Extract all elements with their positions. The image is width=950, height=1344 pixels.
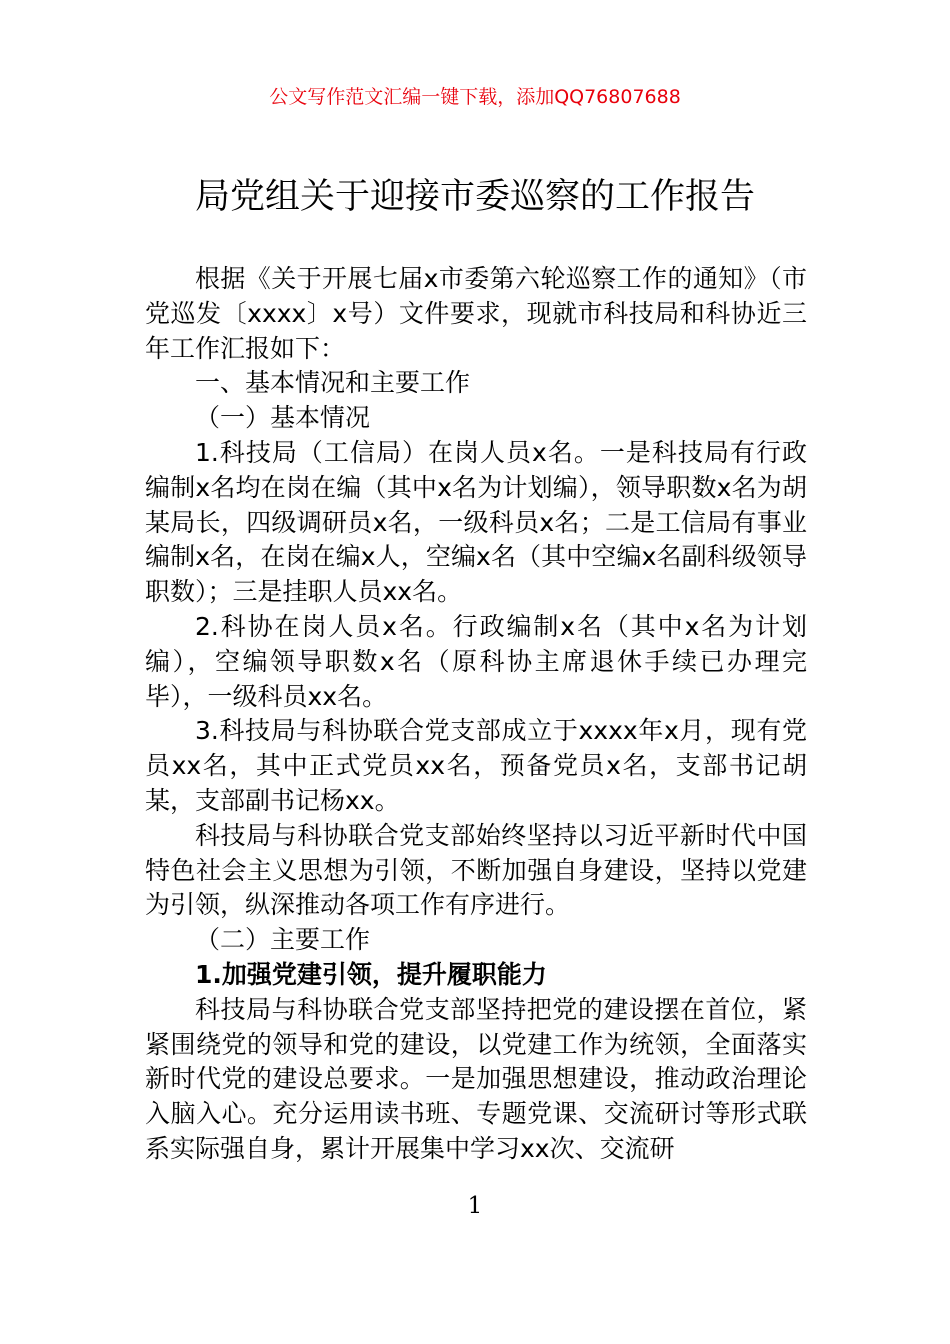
paragraph-item-3: 3.科技局与科协联合党支部成立于xxxx年x月，现有党员xx名，其中正式党员xx名，预备党员x名，支部书记胡某，支部副书记杨xx。 <box>145 716 807 815</box>
subsection-heading-main-work: （二）主要工作 <box>195 925 371 955</box>
document-body <box>145 262 807 1167</box>
paragraph-intro: 根据《关于开展七届x市委第六轮巡察工作的通知》（市党巡发〔xxxx〕x号）文件要求，现就市科技局和科协近三年工作汇报如下： <box>145 264 807 363</box>
subsection-heading-basic: （一）基本情况 <box>195 403 371 433</box>
paragraph-party-building: 科技局与科协联合党支部坚持把党的建设摆在首位，紧紧围绕党的领导和党的建设，以党建工作为统领，全面落实新时代党的建设总要求。一是加强思想建设，推动政治理论入脑入心。充分运用读书班、专题党课、交流研讨等形式联系实际强自身，累计开展集中学习xx次、交流研 <box>145 994 807 1163</box>
paragraph-summary: 科技局与科协联合党支部始终坚持以习近平新时代中国特色社会主义思想为引领，不断加强自身建设，坚持以党建为引领，纵深推动各项工作有序进行。 <box>145 820 807 920</box>
document-title: 局党组关于迎接市委巡察的工作报告 <box>194 177 755 217</box>
section-heading-1: 一、基本情况和主要工作 <box>195 368 471 398</box>
paragraph-item-1: 1.科技局（工信局）在岗人员x名。一是科技局有行政编制x名均在岗在编（其中x名为计划编），领导职数x名为胡某局长，四级调研员x名，一级科员x名；二是工信局有事业编制x名，在岗在编x人，空编x名（其中空编x名副科级领导职数）；三是挂职人员xx名。 <box>145 437 807 607</box>
paragraph-item-2: 2.科协在岗人员x名。行政编制x名（其中x名为计划编），空编领导职数x名（原科协主席退休手续已办理完毕），一级科员xx名。 <box>145 611 807 711</box>
page-number: 1 <box>467 1193 483 1219</box>
bold-heading-party-building: 1.加强党建引领，提升履职能力 <box>195 959 547 989</box>
header-note: 公文写作范文汇编一键下载，添加QQ76807688 <box>269 86 681 108</box>
